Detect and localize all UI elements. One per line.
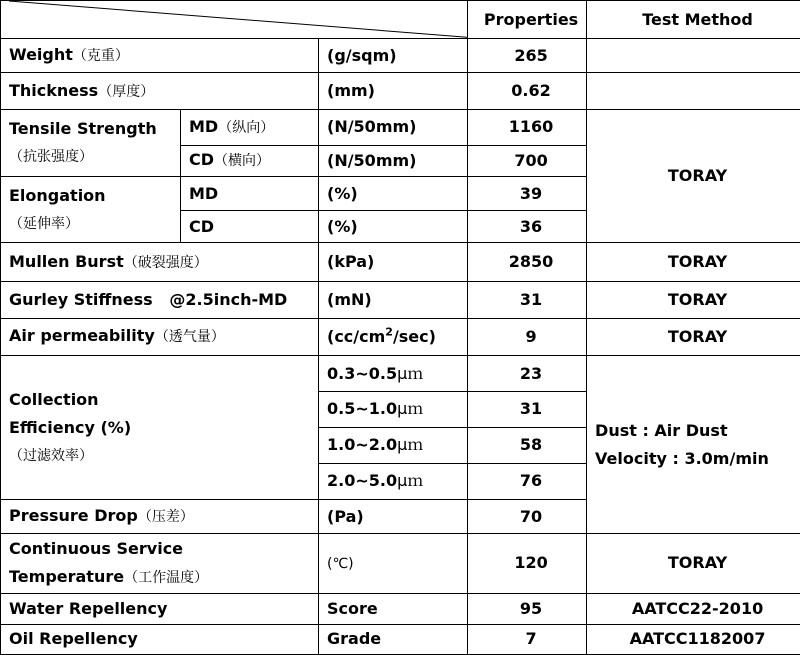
- row-mullen: [1, 243, 800, 281]
- elongation-label: Elongation （延伸率）: [1, 177, 181, 243]
- weight-method: [587, 39, 800, 73]
- elongation-cd-value: 36: [468, 211, 587, 243]
- elongation-cd-unit: (%): [319, 211, 468, 243]
- weight-value: 265: [468, 39, 587, 73]
- thickness-method: [587, 73, 800, 109]
- elongation-md-unit: (%): [319, 177, 468, 211]
- air-label: Air permeability（透气量）: [1, 318, 319, 355]
- tensile-elongation-method: TORAY: [587, 109, 800, 243]
- gurley-label: Gurley Stiffness @2.5inch-MD: [1, 281, 319, 318]
- row-air: [1, 318, 800, 355]
- elongation-cd-dir: CD: [181, 211, 319, 243]
- air-value: 9: [468, 318, 587, 355]
- water-value: 95: [468, 593, 587, 624]
- oil-unit: Grade: [319, 624, 468, 654]
- continuous-unit: (℃): [319, 534, 468, 593]
- tensile-cd-dir: CD（横向）: [181, 145, 319, 176]
- air-unit: $(cc/cm^2/\sec)$: [319, 318, 468, 355]
- diagonal-line: [9, 1, 468, 38]
- thickness-unit: (mm): [319, 73, 468, 109]
- thickness-value: 0.62: [468, 73, 587, 109]
- weight-label: Weight（克重）: [1, 39, 319, 73]
- mullen-label: Mullen Burst（破裂强度）: [1, 243, 319, 281]
- collection-method: Dust : Air Dust Velocity : 3.0m/min: [587, 356, 800, 534]
- header-row: [1, 1, 800, 39]
- collection-range-2: 0.5~1.0μｍ: [319, 392, 468, 427]
- weight-unit: (g/sqm): [319, 39, 468, 73]
- tensile-md-unit: (N/50mm): [319, 109, 468, 145]
- elongation-md-value: 39: [468, 177, 587, 211]
- header-properties: Properties: [468, 1, 587, 39]
- water-unit: Score: [319, 593, 468, 624]
- row-continuous: [1, 534, 800, 593]
- thickness-label: Thickness（厚度）: [1, 73, 319, 109]
- row-gurley: [1, 281, 800, 318]
- collection-value-2: 31: [468, 392, 587, 427]
- gurley-unit: (mN): [319, 281, 468, 318]
- oil-method: AATCC1182007: [587, 624, 800, 654]
- pressure-value: 70: [468, 499, 587, 533]
- row-thickness: [1, 73, 800, 109]
- row-weight: [1, 39, 800, 73]
- mullen-value: 2850: [468, 243, 587, 281]
- header-corner: [1, 1, 468, 39]
- collection-range-1: 0.3~0.5μｍ: [319, 356, 468, 392]
- row-water: [1, 593, 800, 624]
- gurley-value: 31: [468, 281, 587, 318]
- continuous-label: Continuous Service Temperature（工作温度）: [1, 534, 319, 593]
- tensile-label: Tensile Strength （抗张强度）: [1, 109, 181, 176]
- continuous-value: 120: [468, 534, 587, 593]
- tensile-md-value: 1160: [468, 109, 587, 145]
- row-oil: [1, 624, 800, 654]
- gurley-method: TORAY: [587, 281, 800, 318]
- mullen-unit: (kPa): [319, 243, 468, 281]
- pressure-unit: (Pa): [319, 499, 468, 533]
- collection-value-3: 58: [468, 427, 587, 463]
- collection-range-3: 1.0~2.0μｍ: [319, 427, 468, 463]
- oil-label: Oil Repellency: [1, 624, 319, 654]
- row-collection-1: [1, 356, 800, 392]
- air-method: TORAY: [587, 318, 800, 355]
- elongation-md-dir: MD: [181, 177, 319, 211]
- oil-value: 7: [468, 624, 587, 654]
- water-method: AATCC22-2010: [587, 593, 800, 624]
- collection-value-4: 76: [468, 463, 587, 499]
- header-test-method: Test Method: [587, 1, 800, 39]
- collection-value-1: 23: [468, 356, 587, 392]
- collection-label: Collection Efficiency (%) （过滤效率）: [1, 356, 319, 500]
- collection-range-4: 2.0~5.0μｍ: [319, 463, 468, 499]
- tensile-md-dir: MD（纵向）: [181, 109, 319, 145]
- tensile-cd-unit: (N/50mm): [319, 145, 468, 176]
- row-tensile-md: [1, 109, 800, 145]
- tensile-cd-value: 700: [468, 145, 587, 176]
- continuous-method: TORAY: [587, 534, 800, 593]
- pressure-label: Pressure Drop（压差）: [1, 499, 319, 533]
- mullen-method: TORAY: [587, 243, 800, 281]
- water-label: Water Repellency: [1, 593, 319, 624]
